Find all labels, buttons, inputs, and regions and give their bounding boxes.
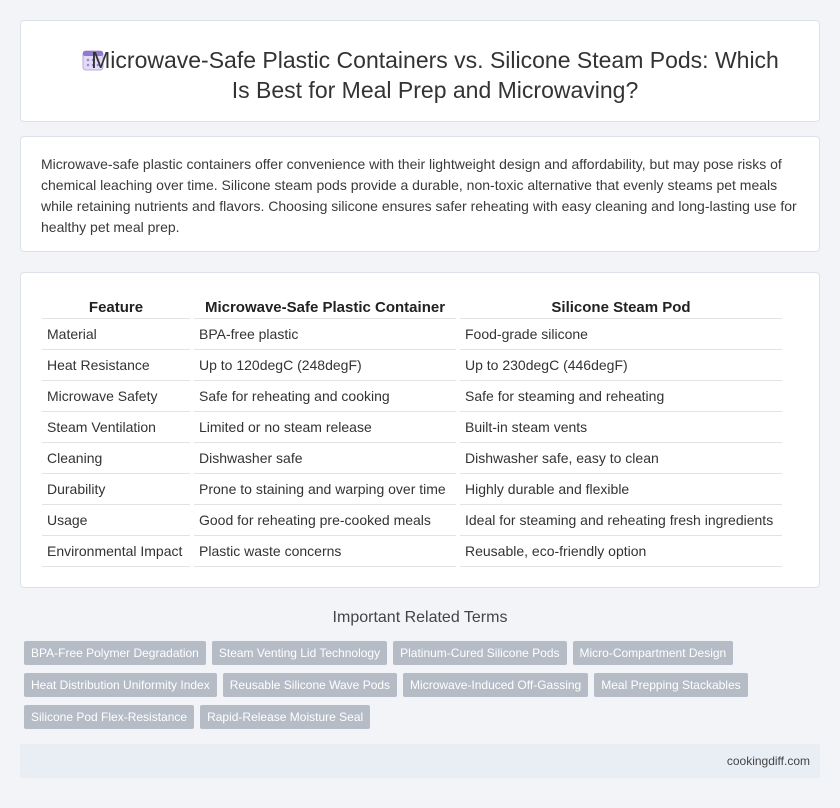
table-cell: Environmental Impact: [42, 536, 190, 567]
table-row: [42, 319, 782, 350]
related-term-tag[interactable]: Microwave-Induced Off-Gassing: [403, 673, 588, 697]
table-row: [42, 474, 782, 505]
table-cell: Safe for steaming and reheating: [460, 381, 782, 412]
table-row: [42, 350, 782, 381]
related-term-tag[interactable]: Heat Distribution Uniformity Index: [24, 673, 217, 697]
table-cell: Dishwasher safe: [194, 443, 456, 474]
comparison-table: [38, 295, 786, 567]
table-cell: Steam Ventilation: [42, 412, 190, 443]
table-row: [42, 505, 782, 536]
table-cell: Limited or no steam release: [194, 412, 456, 443]
table-cell: Cleaning: [42, 443, 190, 474]
related-term-tag[interactable]: BPA-Free Polymer Degradation: [24, 641, 206, 665]
table-cell: Dishwasher safe, easy to clean: [460, 443, 782, 474]
related-term-tag[interactable]: Platinum-Cured Silicone Pods: [393, 641, 566, 665]
table-row: [42, 412, 782, 443]
table-cell: Plastic waste concerns: [194, 536, 456, 567]
related-term-tag[interactable]: Rapid-Release Moisture Seal: [200, 705, 370, 729]
comparison-card: [20, 272, 820, 588]
footer-site-link[interactable]: cookingdiff.com: [726, 754, 810, 768]
table-cell: Ideal for steaming and reheating fresh ingredients: [460, 505, 782, 536]
related-term-tag[interactable]: Reusable Silicone Wave Pods: [223, 673, 397, 697]
page-title: Microwave-Safe Plastic Containers vs. Silicone Steam Pods: Which Is Best for Meal Prep and Microwaving?: [91, 47, 779, 103]
table-cell: BPA-free plastic: [194, 319, 456, 350]
related-term-tag[interactable]: Micro-Compartment Design: [573, 641, 734, 665]
table-cell: Built-in steam vents: [460, 412, 782, 443]
footer: [20, 744, 820, 778]
table-cell: Durability: [42, 474, 190, 505]
table-header-row: [42, 295, 782, 319]
table-cell: Microwave Safety: [42, 381, 190, 412]
table-cell: Up to 230degC (446degF): [460, 350, 782, 381]
related-terms-title: Important Related Terms: [332, 609, 508, 626]
table-cell: Food-grade silicone: [460, 319, 782, 350]
table-cell: Prone to staining and warping over time: [194, 474, 456, 505]
header-feature: Feature: [42, 295, 190, 319]
table-cell: Highly durable and flexible: [460, 474, 782, 505]
table-cell: Up to 120degC (248degF): [194, 350, 456, 381]
table-cell: Good for reheating pre-cooked meals: [194, 505, 456, 536]
related-term-tag[interactable]: Steam Venting Lid Technology: [212, 641, 387, 665]
table-row: [42, 381, 782, 412]
intro-card: [20, 136, 820, 252]
table-row: [42, 536, 782, 567]
title-card: [20, 20, 820, 122]
table-cell: Heat Resistance: [42, 350, 190, 381]
header-silicone: Silicone Steam Pod: [460, 295, 782, 319]
table-cell: Usage: [42, 505, 190, 536]
related-terms-list: [24, 641, 824, 737]
table-cell: Reusable, eco-friendly option: [460, 536, 782, 567]
intro-paragraph: Microwave-safe plastic containers offer convenience with their lightweight design and affordability, but may pose risks of chemical leaching over time. Silicone steam pods provide a durable, non-toxic alternative that evenly steams pet meals while retaining nutrients and flavors. Choosing silicone ensures safer reheating with easy cleaning and long-lasting use for healthy pet meal prep.: [41, 156, 797, 235]
header-plastic: Microwave-Safe Plastic Container: [194, 295, 456, 319]
table-row: [42, 443, 782, 474]
related-term-tag[interactable]: Meal Prepping Stackables: [594, 673, 747, 697]
table-cell: Material: [42, 319, 190, 350]
table-cell: Safe for reheating and cooking: [194, 381, 456, 412]
related-term-tag[interactable]: Silicone Pod Flex-Resistance: [24, 705, 194, 729]
